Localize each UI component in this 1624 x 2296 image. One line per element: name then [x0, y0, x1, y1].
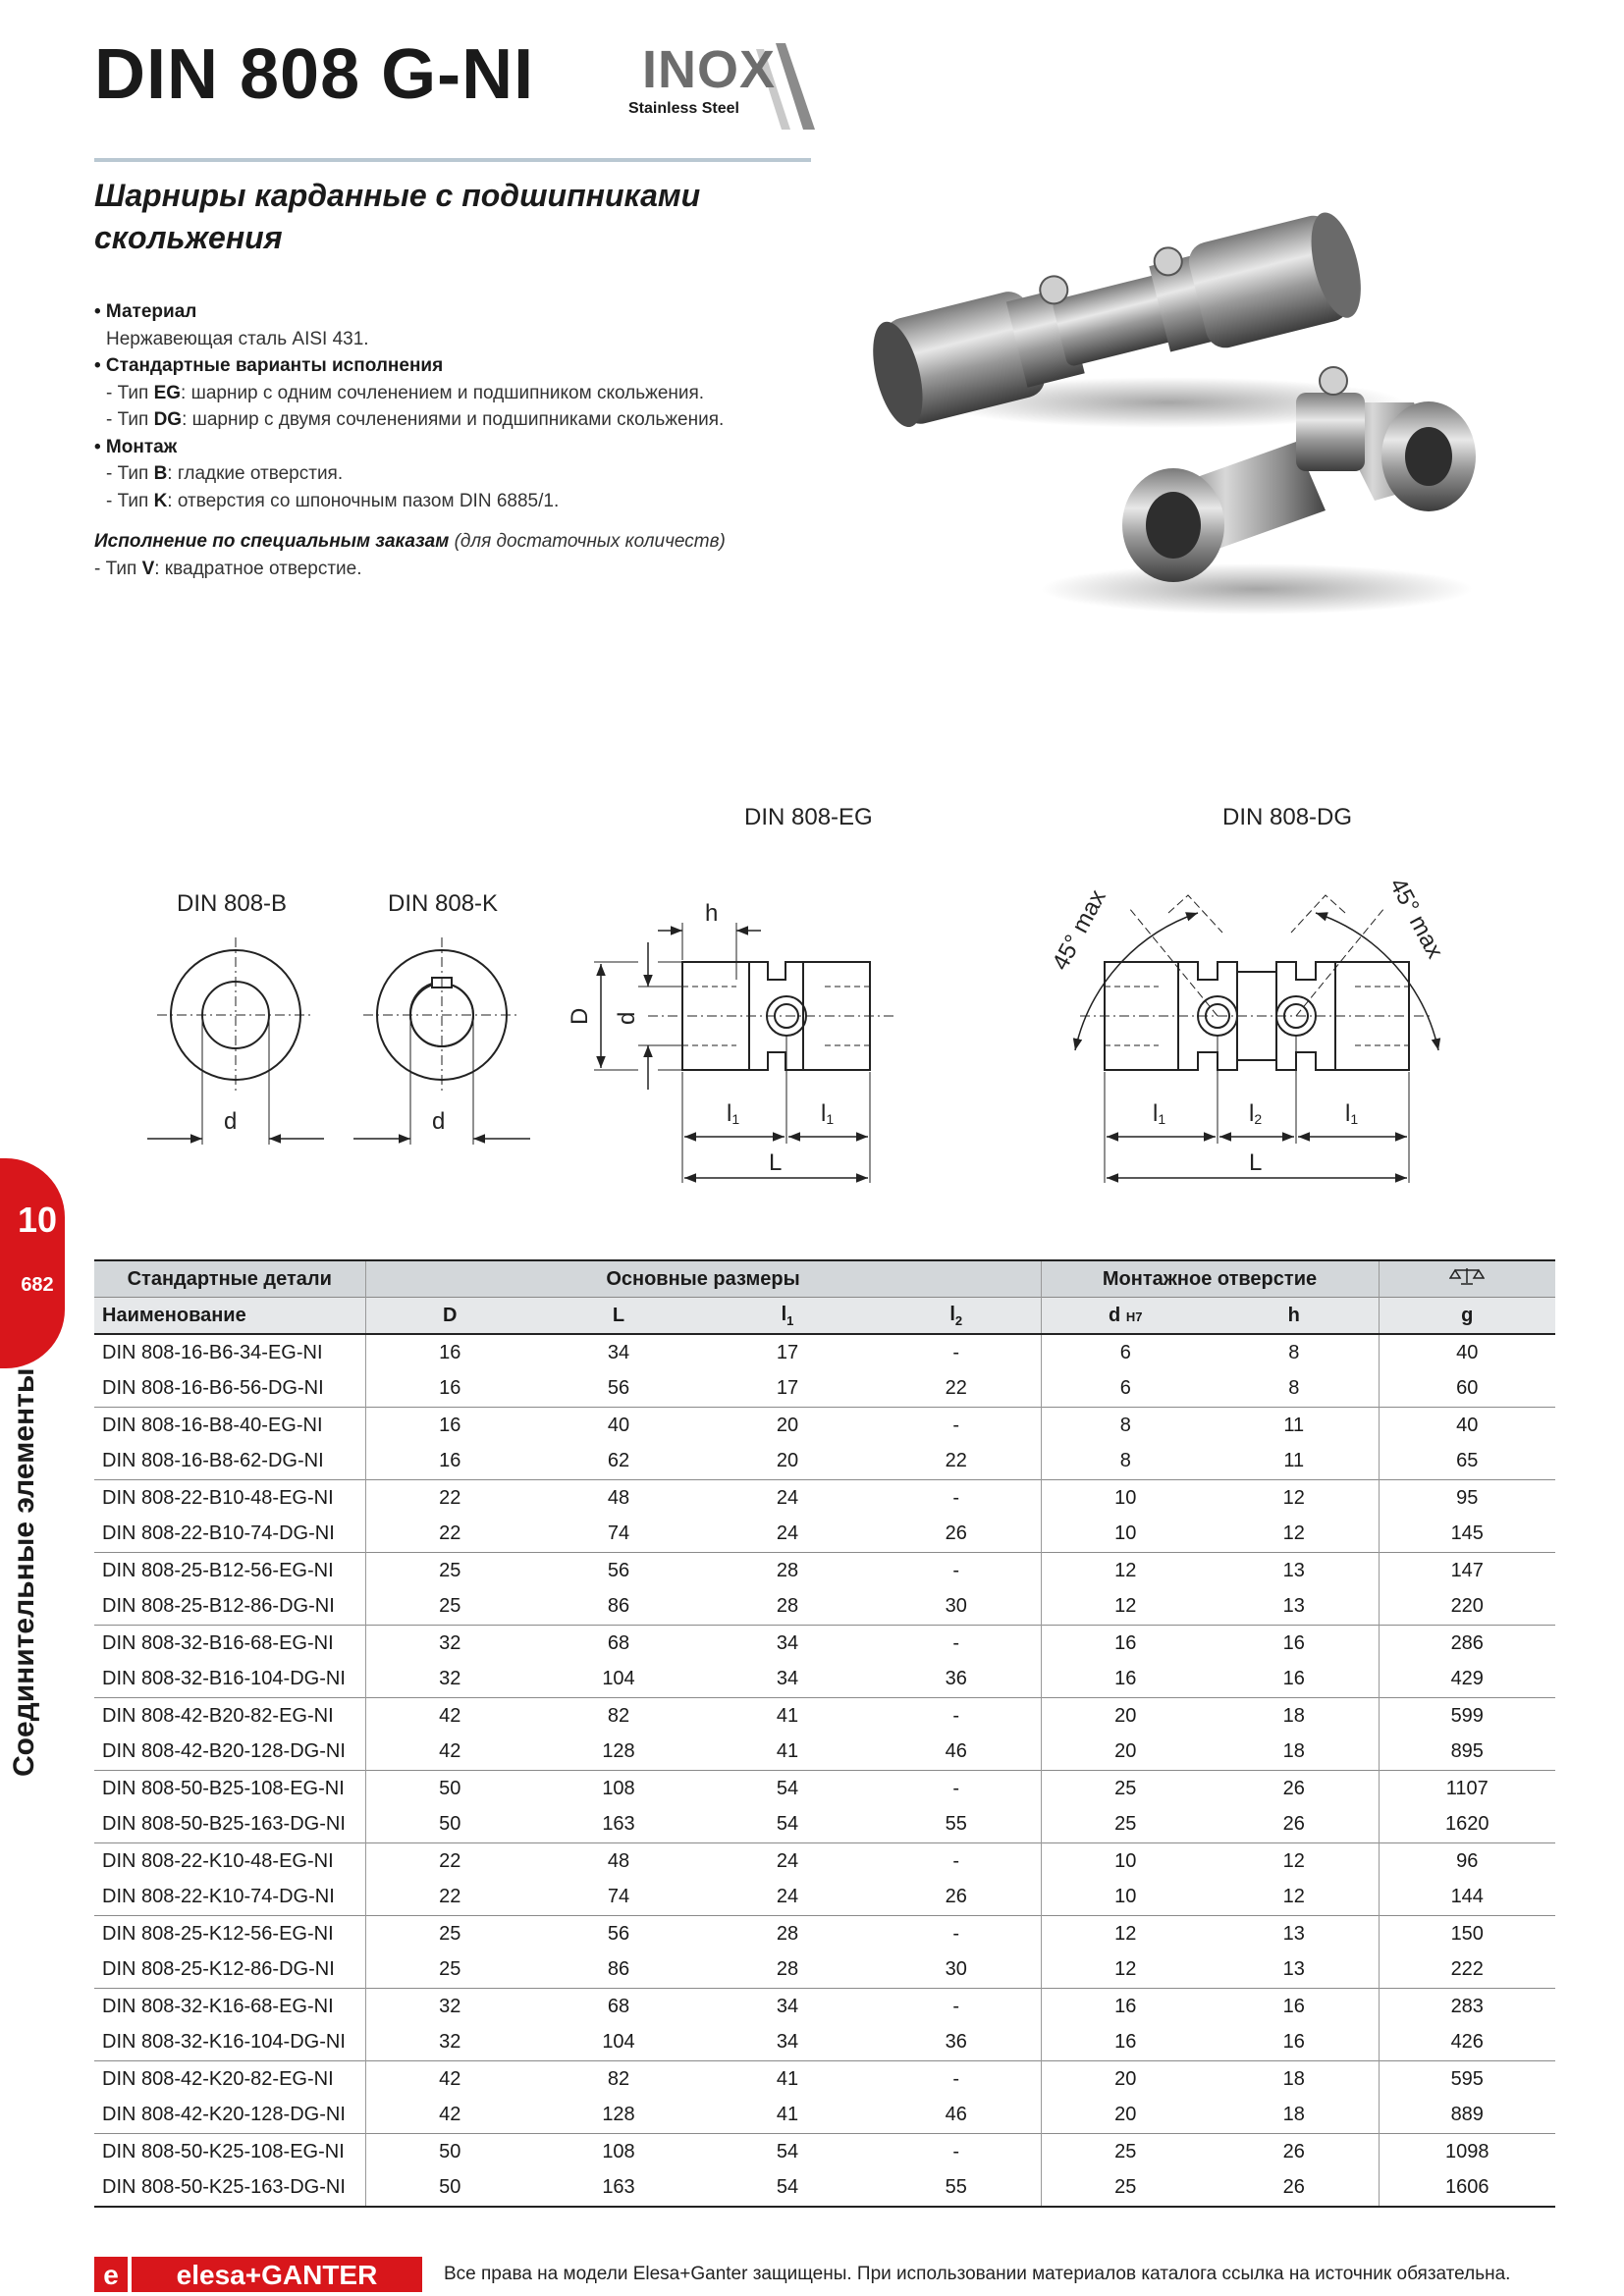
- product-subtitle: [94, 175, 782, 259]
- cell-value: 22: [945, 1377, 967, 1400]
- cell-value: 56: [534, 1916, 703, 1952]
- cell-value: 12: [1041, 1553, 1210, 1589]
- table-row: [94, 1880, 1555, 1916]
- cell-value: 86: [607, 1595, 630, 1618]
- col-d: d H7: [1041, 1298, 1210, 1335]
- cell-value: 54: [703, 1771, 872, 1807]
- cell-value: 13: [1282, 1595, 1305, 1618]
- cell-name: DIN 808-22-B10-48-EG-NI: [94, 1480, 365, 1517]
- cell-value: 34: [776, 1668, 799, 1690]
- cell-value: 10: [1041, 1517, 1210, 1553]
- cell-value: 22: [365, 1480, 534, 1517]
- cell-value: 34: [703, 1989, 872, 2025]
- cell-value: 32: [365, 1662, 534, 1698]
- cell-value: 8: [1288, 1377, 1300, 1400]
- table-row: [94, 2061, 1555, 2098]
- cell-value: -: [872, 2061, 1041, 2098]
- cell-value: 55: [945, 1813, 967, 1836]
- cell-value: 48: [534, 1843, 703, 1880]
- variants-heading: • Стандартные варианты исполнения: [94, 355, 444, 376]
- cell-value: 28: [703, 1553, 872, 1589]
- col-name: Наименование: [94, 1298, 365, 1335]
- cell-value: 16: [1041, 1662, 1210, 1698]
- section-number: 10: [17, 1200, 58, 1240]
- cell-value: -: [872, 1626, 1041, 1662]
- k-d-label: d: [432, 1108, 446, 1135]
- cell-name: DIN 808-16-B8-62-DG-NI: [102, 1450, 324, 1472]
- cell-value: 62: [607, 1450, 630, 1472]
- cell-value: -: [872, 1698, 1041, 1735]
- cell-value: 28: [703, 1916, 872, 1952]
- cell-value: 12: [1041, 1952, 1210, 1989]
- cell-value: 16: [1210, 1989, 1379, 2025]
- cell-value: 150: [1379, 1916, 1555, 1952]
- cell-value: 128: [602, 2104, 635, 2126]
- spec-list: [94, 298, 880, 582]
- cell-value: 13: [1282, 1958, 1305, 1981]
- cell-value: 24: [703, 1480, 872, 1517]
- cell-value: 12: [1210, 1843, 1379, 1880]
- cell-value: 12: [1282, 1886, 1305, 1908]
- cell-value: 40: [534, 1408, 703, 1444]
- cell-value: -: [872, 1843, 1041, 1880]
- cell-name: DIN 808-42-K20-128-DG-NI: [102, 2104, 346, 2126]
- cell-value: 163: [534, 2170, 703, 2208]
- cell-name: DIN 808-32-K16-68-EG-NI: [94, 1989, 365, 2025]
- table-row: [94, 1553, 1555, 1589]
- cell-value: 26: [1282, 1813, 1305, 1836]
- cell-value: -: [872, 1989, 1041, 2025]
- cell-value: 26: [945, 1522, 967, 1545]
- cell-name: DIN 808-22-K10-74-DG-NI: [102, 1886, 335, 1908]
- cell-value: 889: [1379, 2098, 1555, 2134]
- cell-value: 68: [534, 1626, 703, 1662]
- cell-value: 128: [602, 1740, 635, 1763]
- cell-value: 65: [1379, 1444, 1555, 1480]
- cell-value: 25: [365, 1916, 534, 1952]
- cell-value: 286: [1379, 1626, 1555, 1662]
- group-standard: Стандартные детали: [94, 1260, 365, 1298]
- material-value: Нержавеющая сталь AISI 431.: [106, 328, 369, 349]
- cell-value: 8: [1288, 1341, 1300, 1363]
- cell-value: 104: [602, 2031, 635, 2054]
- cell-value: 82: [534, 1698, 703, 1735]
- cell-value: 46: [945, 1740, 967, 1763]
- cell-value: 104: [602, 1668, 635, 1690]
- cell-value: 16: [365, 1371, 534, 1408]
- cell-value: 41: [776, 2104, 799, 2126]
- cell-value: 429: [1379, 1662, 1555, 1698]
- table-row: [94, 2170, 1555, 2208]
- table-body: [94, 1334, 1555, 2207]
- cell-value: 16: [365, 1334, 534, 1371]
- col-g: g: [1379, 1298, 1555, 1335]
- header-rule: [94, 158, 811, 162]
- cell-value: 16: [365, 1444, 534, 1480]
- cell-name: DIN 808-32-B16-104-DG-NI: [102, 1668, 346, 1690]
- cell-value: -: [872, 1408, 1041, 1444]
- table-row: [94, 1371, 1555, 1408]
- cell-value: 22: [945, 1450, 967, 1472]
- variant-eg: - Тип EG: шарнир с одним сочленением и подшипником скольжения.: [106, 382, 705, 403]
- group-dimensions: Основные размеры: [365, 1260, 1041, 1298]
- cell-value: -: [872, 1553, 1041, 1589]
- cell-value: 16: [1041, 1626, 1210, 1662]
- cell-value: 16: [1210, 1626, 1379, 1662]
- cell-value: -: [952, 1341, 960, 1363]
- table-row: [94, 2098, 1555, 2134]
- cell-value: 36: [945, 1668, 967, 1690]
- cell-value: 54: [703, 2170, 872, 2208]
- b-d-label: d: [224, 1108, 238, 1135]
- cell-value: 6: [1041, 1371, 1210, 1408]
- cell-value: 25: [365, 1553, 534, 1589]
- cell-value: 8: [1041, 1444, 1210, 1480]
- cell-value: 32: [365, 1989, 534, 2025]
- dg-angle-left: 45° max: [1047, 885, 1111, 975]
- cell-value: 599: [1379, 1698, 1555, 1735]
- cell-value: 145: [1379, 1517, 1555, 1553]
- cell-value: 8: [1041, 1408, 1210, 1444]
- cell-value: 25: [365, 1952, 534, 1989]
- cell-value: -: [872, 1771, 1041, 1807]
- cell-value: 12: [1282, 1522, 1305, 1545]
- table-row: [94, 1517, 1555, 1553]
- eg-d-label: d: [614, 1011, 640, 1025]
- cell-name: DIN 808-25-B12-56-EG-NI: [94, 1553, 365, 1589]
- col-h: h: [1210, 1298, 1379, 1335]
- scale-icon: [1379, 1260, 1555, 1298]
- cell-value: 42: [365, 2098, 534, 2134]
- cell-value: -: [872, 2134, 1041, 2170]
- cell-name: DIN 808-42-K20-82-EG-NI: [94, 2061, 365, 2098]
- cell-value: 34: [703, 1626, 872, 1662]
- cell-value: 16: [365, 1408, 534, 1444]
- table-row: [94, 2025, 1555, 2061]
- table-row: [94, 1589, 1555, 1626]
- table-row: [94, 2134, 1555, 2170]
- cell-value: 55: [872, 2170, 1041, 2208]
- cell-value: 10: [1041, 1880, 1210, 1916]
- table-row: [94, 1408, 1555, 1444]
- cell-name: DIN 808-32-K16-104-DG-NI: [102, 2031, 346, 2054]
- cell-value: 12: [1210, 1480, 1379, 1517]
- subtitle-line-1: Шарниры карданные с подшипниками: [94, 178, 701, 213]
- cell-name: DIN 808-16-B8-40-EG-NI: [94, 1408, 365, 1444]
- cell-value: 10: [1041, 1843, 1210, 1880]
- table-row: [94, 1989, 1555, 2025]
- cell-value: 16: [1041, 1989, 1210, 2025]
- cell-name: DIN 808-50-K25-108-EG-NI: [94, 2134, 365, 2170]
- cell-value: 40: [1379, 1408, 1555, 1444]
- table-row: [94, 1916, 1555, 1952]
- cell-name: DIN 808-16-B6-34-EG-NI: [102, 1341, 323, 1363]
- eg-L-label: L: [769, 1149, 783, 1176]
- cell-value: 25: [1041, 1771, 1210, 1807]
- cell-value: 24: [776, 1886, 799, 1908]
- dg-l2: l2: [1249, 1100, 1263, 1127]
- cell-value: 18: [1282, 1740, 1305, 1763]
- cell-value: 12: [1041, 1916, 1210, 1952]
- cell-value: 30: [945, 1958, 967, 1981]
- cell-value: 42: [365, 2061, 534, 2098]
- eg-title: DIN 808-EG: [744, 804, 873, 830]
- inox-subtitle: Stainless Steel: [628, 100, 739, 117]
- cell-name: DIN 808-50-B25-163-DG-NI: [102, 1813, 346, 1836]
- cell-name: DIN 808-42-B20-128-DG-NI: [102, 1740, 346, 1763]
- table-row: [94, 1952, 1555, 1989]
- cell-value: 34: [776, 2031, 799, 2054]
- cell-value: 56: [607, 1377, 630, 1400]
- cell-value: 20: [776, 1450, 799, 1472]
- cell-value: 41: [776, 1740, 799, 1763]
- cell-value: 41: [703, 1698, 872, 1735]
- cell-value: 20: [1041, 2098, 1210, 2134]
- dg-L-label: L: [1249, 1149, 1263, 1176]
- cell-value: 60: [1379, 1371, 1555, 1408]
- svg-text:e: e: [103, 2260, 119, 2290]
- cell-value: -: [872, 1916, 1041, 1952]
- elesa-ganter-logo: [94, 2255, 428, 2294]
- cell-value: 28: [776, 1595, 799, 1618]
- cell-value: 11: [1283, 1450, 1305, 1472]
- cell-value: 74: [607, 1522, 630, 1545]
- section-label: Соединительные элементы: [8, 1367, 40, 1777]
- cell-value: 222: [1379, 1952, 1555, 1989]
- cell-value: 26: [1210, 2170, 1379, 2208]
- cell-value: 25: [1041, 1807, 1210, 1843]
- cell-value: 95: [1379, 1480, 1555, 1517]
- cell-value: -: [872, 1480, 1041, 1517]
- dg-title: DIN 808-DG: [1222, 804, 1353, 830]
- cell-value: 96: [1379, 1843, 1555, 1880]
- logo-text: elesa+GANTER: [176, 2260, 378, 2290]
- cell-value: 26: [1210, 2134, 1379, 2170]
- cell-value: 86: [607, 1958, 630, 1981]
- cell-value: 17: [776, 1341, 799, 1363]
- k-title: DIN 808-K: [388, 890, 499, 917]
- b-title: DIN 808-B: [177, 890, 288, 917]
- cell-value: 48: [534, 1480, 703, 1517]
- eg-h-label: h: [705, 900, 719, 927]
- mount-k: - Тип K: отверстия со шпоночным пазом DIN 6885/1.: [106, 490, 560, 511]
- table-row: [94, 1807, 1555, 1843]
- cell-value: 17: [776, 1377, 799, 1400]
- cell-value: 82: [534, 2061, 703, 2098]
- drawing-dg: [1075, 895, 1438, 1183]
- variant-dg: - Тип DG: шарнир с двумя сочленениями и подшипниками скольжения.: [106, 409, 725, 430]
- cell-value: 144: [1379, 1880, 1555, 1916]
- cell-value: 20: [703, 1408, 872, 1444]
- technical-drawings: [147, 785, 1522, 1207]
- cell-value: 11: [1210, 1408, 1379, 1444]
- cell-name: DIN 808-32-B16-68-EG-NI: [94, 1626, 365, 1662]
- cell-name: DIN 808-42-B20-82-EG-NI: [94, 1698, 365, 1735]
- cell-value: 54: [703, 2134, 872, 2170]
- cell-value: 28: [776, 1958, 799, 1981]
- eg-l1-a: l1: [727, 1100, 740, 1127]
- cell-value: 16: [1041, 2025, 1210, 2061]
- cell-value: 26: [945, 1886, 967, 1908]
- cell-value: 108: [534, 1771, 703, 1807]
- cell-value: 56: [534, 1553, 703, 1589]
- table-row: [94, 1771, 1555, 1807]
- cell-value: 42: [365, 1735, 534, 1771]
- cell-value: 12: [1041, 1589, 1210, 1626]
- special-v: - Тип V: квадратное отверстие.: [94, 558, 362, 579]
- cell-value: 24: [776, 1522, 799, 1545]
- cell-value: 22: [365, 1880, 534, 1916]
- table-row: [94, 1444, 1555, 1480]
- cell-value: 50: [365, 1771, 534, 1807]
- cell-value: 30: [945, 1595, 967, 1618]
- footer-notice: Все права на модели Elesa+Ganter защищены. При использовании материалов каталога ссылка на источник обязательна.: [444, 2264, 1511, 2284]
- cell-value: 46: [945, 2104, 967, 2126]
- cell-value: 10: [1041, 1480, 1210, 1517]
- table-row: [94, 1334, 1555, 1371]
- cell-value: 20: [1041, 2061, 1210, 2098]
- inox-badge: [628, 39, 825, 133]
- dimensions-table: [94, 1259, 1555, 2208]
- table-row: [94, 1735, 1555, 1771]
- table-row: [94, 1698, 1555, 1735]
- cell-value: 13: [1210, 1553, 1379, 1589]
- mount-b: - Тип B: гладкие отверстия.: [106, 463, 344, 484]
- cell-name: DIN 808-22-B10-74-DG-NI: [102, 1522, 335, 1545]
- cell-value: 595: [1379, 2061, 1555, 2098]
- cell-value: 68: [534, 1989, 703, 2025]
- cell-name: DIN 808-25-K12-86-DG-NI: [102, 1958, 335, 1981]
- cell-value: 13: [1210, 1916, 1379, 1952]
- cell-value: 147: [1379, 1553, 1555, 1589]
- cell-value: 1098: [1379, 2134, 1555, 2170]
- cell-value: 18: [1282, 2104, 1305, 2126]
- cell-value: 34: [607, 1341, 630, 1363]
- subtitle-line-2: скольжения: [94, 220, 283, 256]
- table-row: [94, 1662, 1555, 1698]
- cell-value: 18: [1210, 1698, 1379, 1735]
- cell-name: DIN 808-25-K12-56-EG-NI: [94, 1916, 365, 1952]
- dg-l1-b: l1: [1345, 1100, 1359, 1127]
- cell-name: DIN 808-50-K25-163-DG-NI: [94, 2170, 365, 2208]
- cell-value: 32: [365, 1626, 534, 1662]
- page-title: DIN 808 G-NI: [94, 35, 535, 114]
- cell-value: 36: [945, 2031, 967, 2054]
- cell-value: 25: [1041, 2170, 1210, 2208]
- cell-value: 108: [534, 2134, 703, 2170]
- section-tab: [0, 1158, 65, 1368]
- eg-l1-b: l1: [821, 1100, 835, 1127]
- cell-value: 163: [602, 1813, 635, 1836]
- cell-value: 283: [1379, 1989, 1555, 2025]
- cell-value: 54: [776, 1813, 799, 1836]
- drawing-eg: [594, 923, 893, 1183]
- cell-value: 50: [365, 2170, 534, 2208]
- cell-value: 1107: [1379, 1771, 1555, 1807]
- cell-value: 426: [1379, 2025, 1555, 2061]
- cell-value: 50: [365, 1807, 534, 1843]
- inox-word: INOX: [642, 40, 777, 99]
- special-order: Исполнение по специальным заказам (для достаточных количеств): [94, 531, 726, 552]
- page-number: 682: [21, 1274, 54, 1296]
- cell-value: 16: [1282, 2031, 1305, 2054]
- group-mounting: Монтажное отверстие: [1041, 1260, 1379, 1298]
- material-heading: • Материал: [94, 301, 197, 322]
- cell-value: 1620: [1379, 1807, 1555, 1843]
- cell-value: 25: [1041, 2134, 1210, 2170]
- cell-value: 74: [607, 1886, 630, 1908]
- cell-value: 24: [703, 1843, 872, 1880]
- cell-value: 32: [365, 2025, 534, 2061]
- dg-l1-a: l1: [1153, 1100, 1166, 1127]
- cell-value: 50: [365, 2134, 534, 2170]
- cell-value: 6: [1041, 1334, 1210, 1371]
- col-l1: $l_1$: [703, 1298, 872, 1335]
- cell-value: 220: [1379, 1589, 1555, 1626]
- cell-name: DIN 808-16-B6-56-DG-NI: [102, 1377, 324, 1400]
- eg-D-label: D: [567, 1007, 593, 1025]
- cell-value: 41: [703, 2061, 872, 2098]
- cell-name: DIN 808-22-K10-48-EG-NI: [94, 1843, 365, 1880]
- dg-angle-right: 45° max: [1383, 874, 1449, 963]
- table-row: [94, 1480, 1555, 1517]
- cell-value: 22: [365, 1517, 534, 1553]
- cell-value: 26: [1210, 1771, 1379, 1807]
- cell-name: DIN 808-50-B25-108-EG-NI: [94, 1771, 365, 1807]
- cell-value: 895: [1379, 1735, 1555, 1771]
- col-L: L: [534, 1298, 703, 1335]
- table-row: [94, 1626, 1555, 1662]
- cell-value: 40: [1379, 1334, 1555, 1371]
- cell-value: 22: [365, 1843, 534, 1880]
- mount-heading: • Монтаж: [94, 436, 178, 457]
- cell-value: 25: [365, 1589, 534, 1626]
- col-l2: $l_2$: [872, 1298, 1041, 1335]
- cell-name: DIN 808-25-B12-86-DG-NI: [102, 1595, 335, 1618]
- table-row: [94, 1843, 1555, 1880]
- cell-value: 18: [1210, 2061, 1379, 2098]
- product-photo: [864, 157, 1551, 628]
- cell-value: 20: [1041, 1698, 1210, 1735]
- cell-value: 20: [1041, 1735, 1210, 1771]
- cell-value: 1606: [1379, 2170, 1555, 2208]
- cell-value: 16: [1282, 1668, 1305, 1690]
- col-D: D: [365, 1298, 534, 1335]
- cell-value: 42: [365, 1698, 534, 1735]
